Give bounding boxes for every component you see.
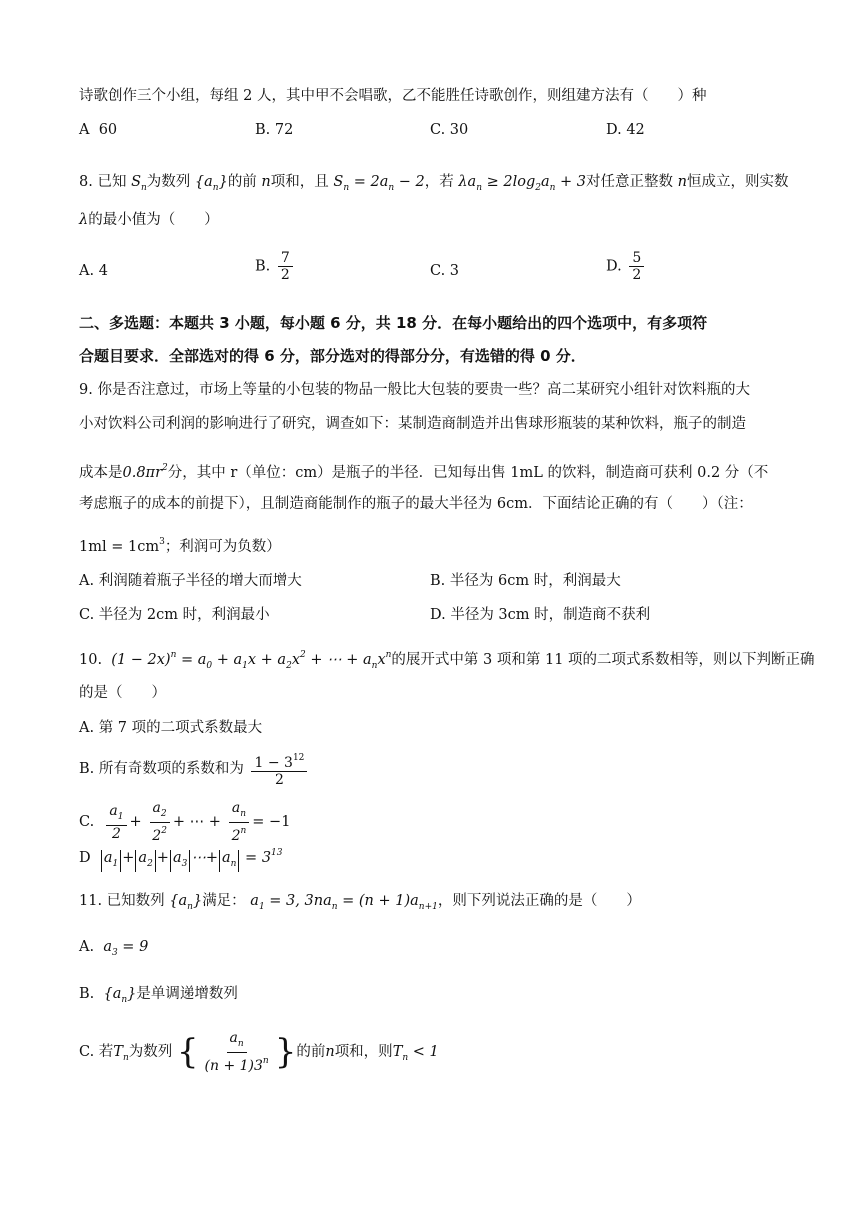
q7-stem: 诗歌创作三个小组，每组 2 人，其中甲不会唱歌，乙不能胜任诗歌创作，则组建方法有（ ）种 (79, 88, 707, 104)
q9-option-d: D. 半径为 3cm 时，制造商不获利 (430, 607, 651, 623)
q8-stem: 8. 已知 $S_n$为数列 $\{a_n\}$的前 n项和，且 $S_n = 2a_n - 2$，若 $\lambda a_n \ge 2\log_2a_n + 3$对任意正整数 n恒成立，则实数 (79, 174, 789, 193)
q7-option-d: D. 42 (606, 122, 645, 138)
q8-option-d: D. $\frac{5}{2}$ (606, 250, 647, 283)
q9-option-a: A. 利润随着瓶子半径的增大而增大 (79, 573, 302, 589)
q9-line2: 小对饮料公司利润的影响进行了研究，调查如下：某制造商制造并出售球形瓶装的某种饮料，瓶子的制造 (79, 416, 746, 432)
q8-option-b: B. $\frac{7}{2}$ (255, 250, 296, 283)
q11-option-a: A. $a_3 = 9$ (79, 939, 149, 958)
section2-heading-line2: 合题目要求．全部选对的得 6 分，部分选对的得部分分，有选错的得 0 分． (79, 347, 586, 365)
q10-option-c: C. $\frac{a_1}{2}$ + $\frac{a_2}{2^2}$ + ⋯ + $\frac{a_n}{2^n}$ = −1 (79, 800, 291, 844)
q11-option-b: B. $\{a_n\}$是单调递增数列 (79, 986, 238, 1005)
q10-option-d: D $a_1 + a_2 + a_3$ ⋯+ $a_n = 3^{13}$ (79, 843, 283, 872)
q10-stem-line2: 的是（ ） (79, 685, 166, 701)
q9-option-c: C. 半径为 2cm 时，利润最小 (79, 607, 270, 623)
q7-option-b: B. 72 (255, 122, 294, 138)
q10-stem: 10. $(1 - 2x)^n = a_0 + a_1x + a_2x^2$ + ⋯ + $a_nx^n$的展开式中第 3 项和第 11 项的二项式系数相等，则以下判断正确 (79, 650, 815, 671)
q8-stem-line2: λ的最小值为（ ） (79, 212, 219, 228)
q9-line1: 9. 你是否注意过，市场上等量的小包装的物品一般比大包装的要贵一些？高二某研究小组针对饮料瓶的大 (79, 382, 750, 398)
q10-option-b: B. 所有奇数项的系数和为 $\frac{1 - 3^{12}}{2}$ (79, 750, 310, 788)
q8-option-a: A. 4 (79, 263, 108, 279)
q9-line4: 考虑瓶子的成本的前提下），且制造商能制作的瓶子的最大半径为 6cm．下面结论正确的有（ ）（注： (79, 496, 753, 512)
q11-stem: 11. 已知数列 $\{a_n\}$满足： $a_1 = 3$, $3na_n = (n + 1)a_{n+1}$，则下列说法正确的是（ ） (79, 893, 641, 912)
q7-option-c: C. 30 (430, 122, 469, 138)
section2-heading-line1: 二、多选题：本题共 3 小题，每小题 6 分，共 18 分．在每小题给出的四个选项中，有多项符 (79, 314, 708, 332)
q10-option-a: A. 第 7 项的二项式系数最大 (79, 720, 263, 736)
q11-option-c: C. 若$T_n$为数列 { $\frac{a_n}{(n + 1)3^n}$ }的前n项和，则$T_n < 1$ (79, 1030, 439, 1074)
q7-option-a: A 60 (79, 122, 118, 138)
q9-line3: 成本是$0.8\pi r^2$分，其中 r（单位：cm）是瓶子的半径．已知每出售 1mL 的饮料，制造商可获利 0.2 分（不 (79, 463, 769, 481)
q9-option-b: B. 半径为 6cm 时，利润最大 (430, 573, 621, 589)
q8-option-c: C. 3 (430, 263, 460, 279)
q9-line5: $1ml = 1cm^3$；利润可为负数） (79, 537, 281, 555)
